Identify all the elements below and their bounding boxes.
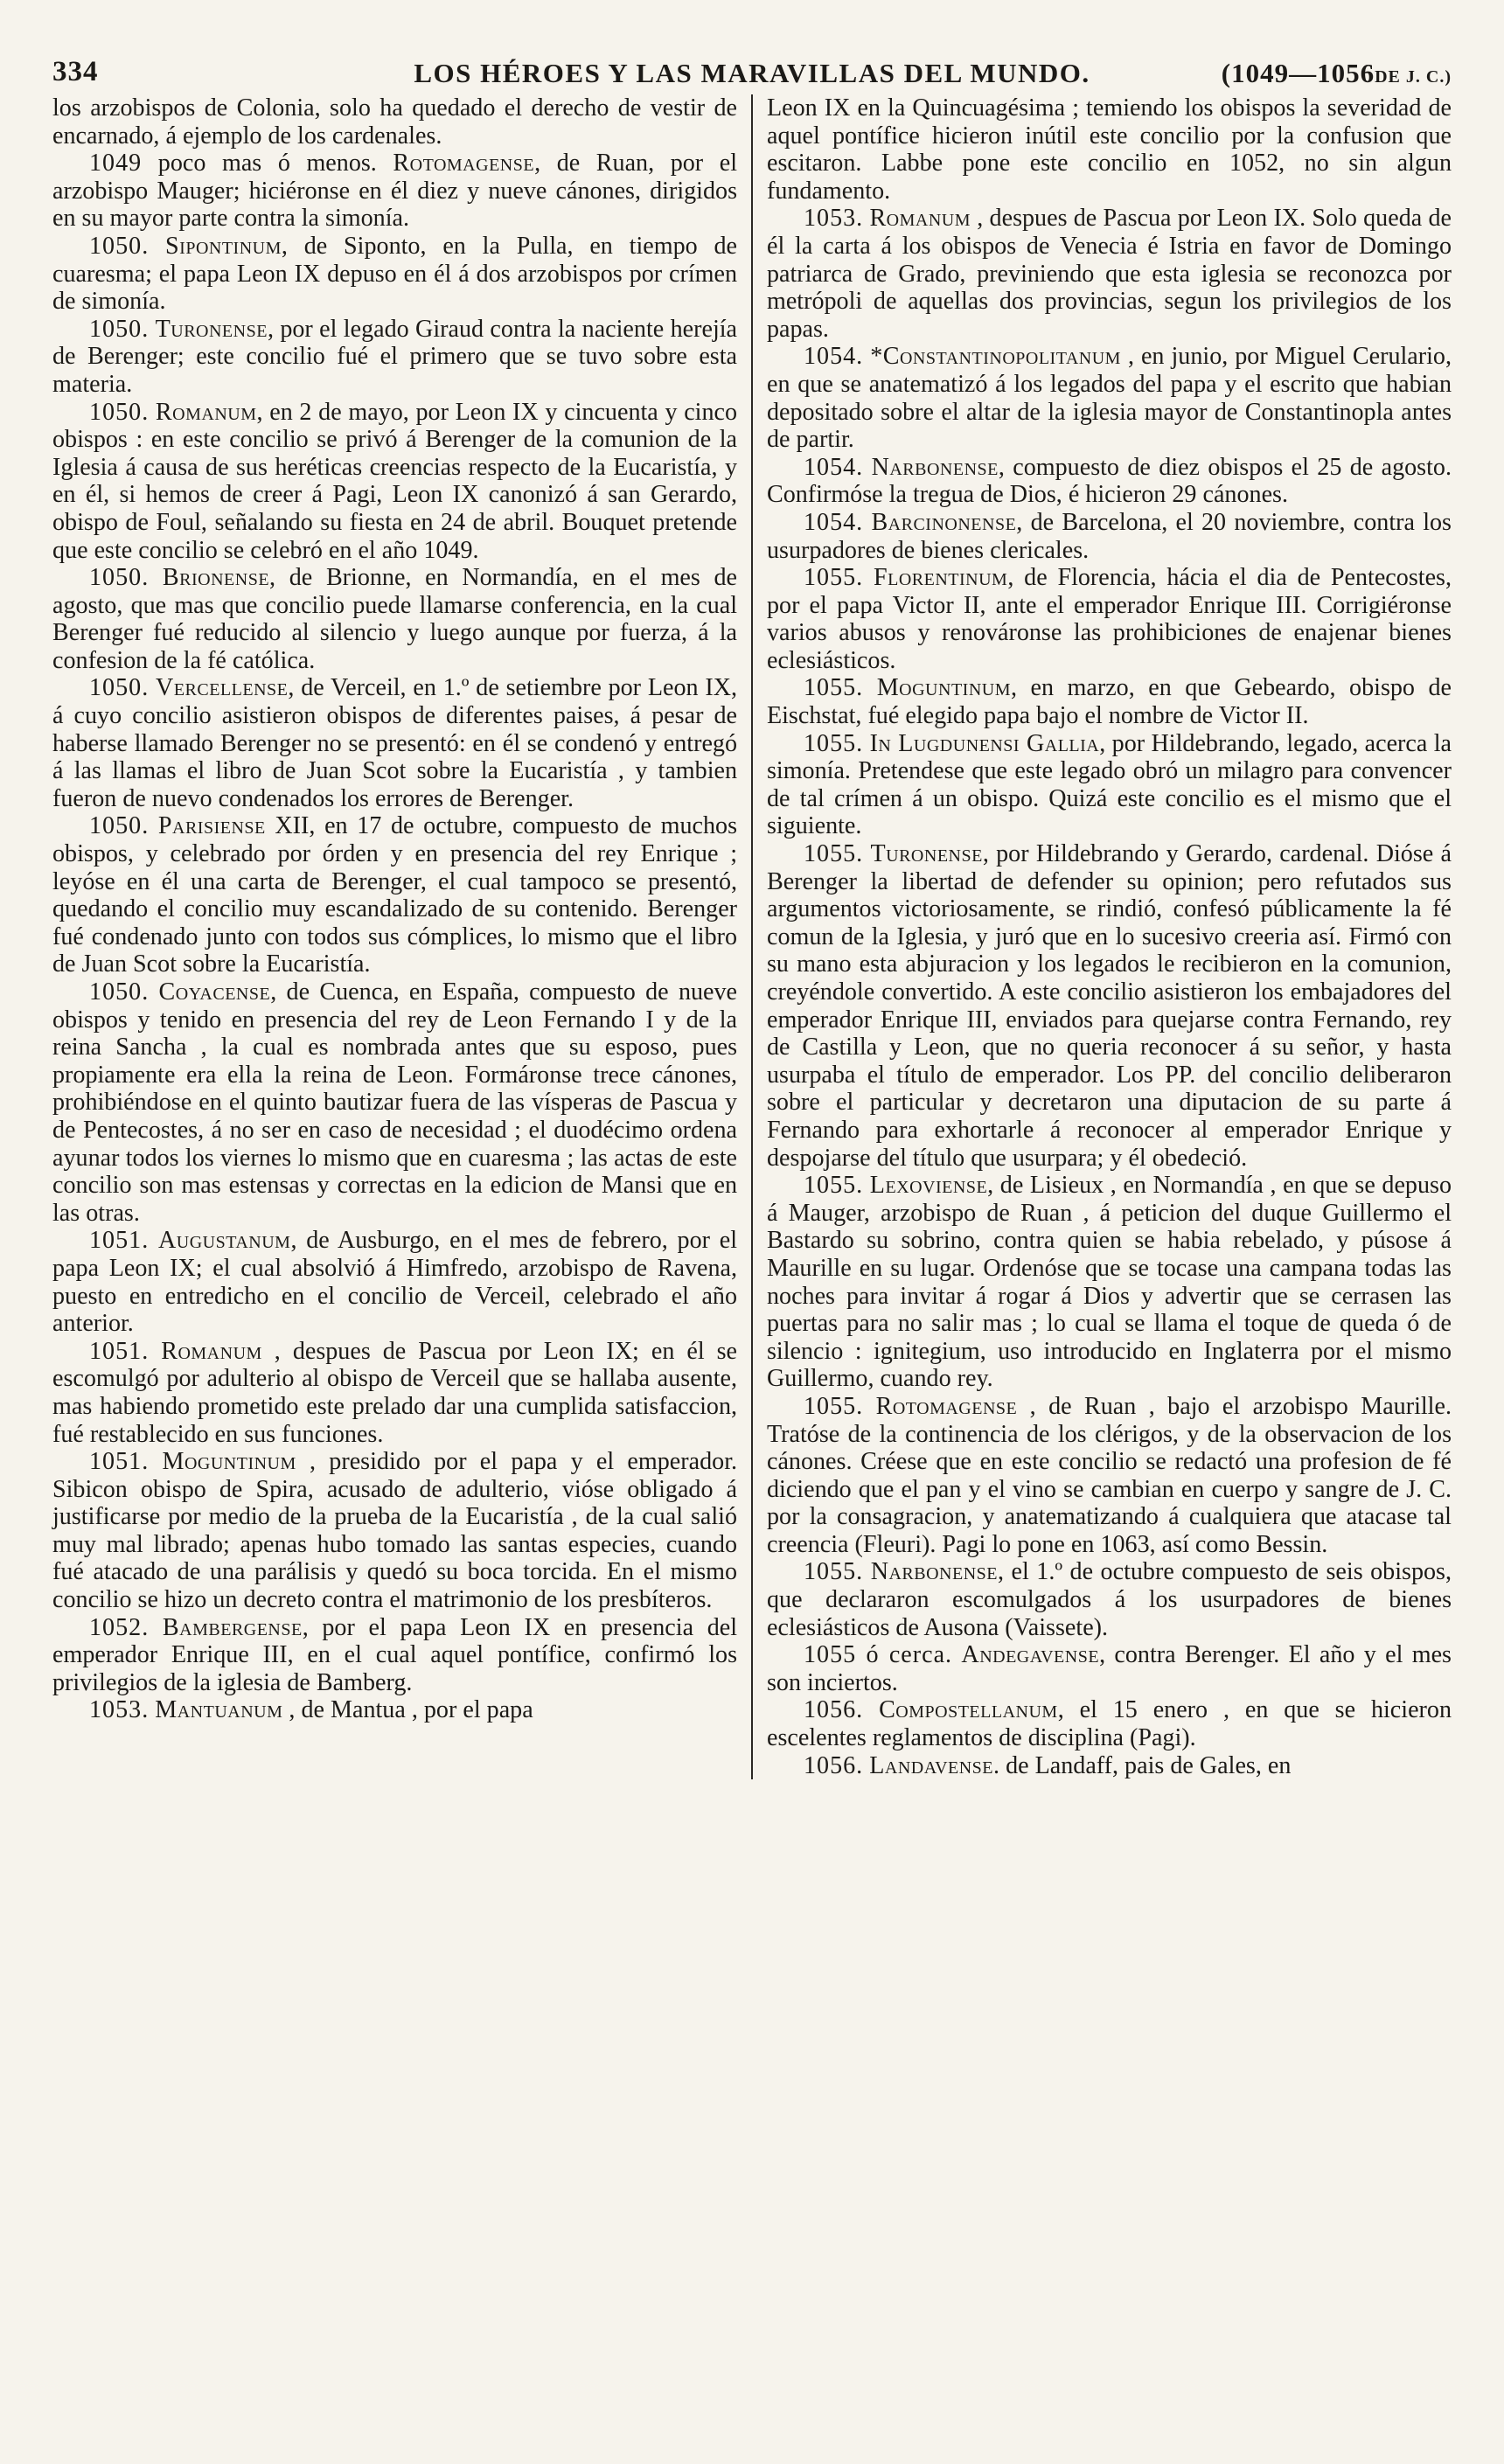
council-name: Coyacense (158, 978, 271, 1006)
council-entry (52, 94, 737, 150)
council-entry (52, 316, 737, 399)
council-entry (52, 399, 737, 565)
council-entry (767, 509, 1452, 564)
entry-year: 1055. (803, 564, 864, 592)
entry-year: 1051. (89, 1227, 150, 1255)
entry-year: 1050. (89, 812, 150, 840)
entry-text: , el 1.º de octubre compuesto de seis obispos, que declararon escomulgados á los usurpadores de bienes eclesiásticos de Ausona (Vaissete). (766, 1558, 1452, 1641)
council-entry (767, 1558, 1452, 1641)
council-name: Augustanum (157, 1227, 291, 1255)
entry-text: , de Mantua , por el papa (282, 1696, 533, 1724)
entry-text: , de Ruan, por el arzobispo Mauger; hiciéronse en él diez y nueve cánones, dirigidos en su mayor parte contra la simonía. (52, 150, 738, 233)
entry-year: 1051. (89, 1337, 150, 1365)
council-name: Rotomagense (393, 150, 535, 177)
entry-text: , de Ruan , bajo el arzobispo Maurille. Tratóse de la continencia de los clérigos, y de la observacion de los cánones. Créese que en este concilio se redactó una profesion de fé diciendo que el pan y el vino se cambian en cuerpo y sangre de J. C. por la consagracion, y anatematizando á cualquiera que atacase tal creencia (Fleuri). Pagi lo pone en 1063, así como Bessin. (766, 1392, 1452, 1558)
entry-year: 1056. (803, 1696, 864, 1724)
council-name: Rotomagense (875, 1392, 1018, 1420)
council-entry (52, 1338, 737, 1448)
entry-text: , presidido por el papa y el emperador. Sibicon obispo de Spira, acusado de adulterio, vióse obligado á justificarse por medio de la prueba de la Eucaristía , de la cual salió muy mal librado; apenas hubo tomado las santas especies, cuando fué atacado de una parálisis y quedó su boca torcida. En el mismo concilio se hizo un decreto contra el matrimonio de los presbíteros. (52, 1448, 738, 1614)
council-name: Parisiense (157, 812, 266, 840)
entry-text: , por el legado Giraud contra la naciente herejía de Berenger; este concilio fué el primero que se tuvo sobre esta materia. (52, 315, 738, 398)
council-entry (52, 812, 737, 978)
entry-text: , despues de Pascua por Leon IX; en él se escomulgó por adulterio al obispo de Verceil que se hallaba ausente, mas habiendo prometido este prelado dar una cumplida satisfaccion, fué restablecido en sus funciones. (52, 1337, 738, 1448)
entry-year: 1050. (89, 398, 150, 426)
entry-year: 1054. (803, 508, 864, 536)
entry-text: , por Hildebrando, legado, acerca la simonía. Pretendese que este legado obró un milagro para convencer de tal crímen á un obispo. Quizá este concilio es el mismo que el siguiente. (766, 729, 1452, 840)
council-entry (52, 1614, 737, 1697)
council-entry (52, 1696, 737, 1724)
entry-year: 1055. (803, 1172, 864, 1200)
council-name: Moguntinum (876, 674, 1011, 702)
council-entry (52, 674, 737, 812)
entry-text: , despues de Pascua por Leon IX. Solo queda de él la carta á los obispos de Venecia é Istria en favor de Domingo patriarca de Grado, previniendo que esta iglesia se reconozca por metrópoli de aquellas dos provincias, segun los privilegios de los papas. (766, 205, 1452, 343)
running-title: LOS HÉROES Y LAS MARAVILLAS DEL MUNDO. (414, 58, 1090, 88)
running-header (52, 51, 1452, 89)
entry-text: , en 2 de mayo, por Leon IX y cincuenta y cinco obispos : en este concilio se privó á Berenger de la comunion de la Iglesia á causa de sus heréticas creencias respecto de la Eucaristía, y en él, si hemos de creer á Pagi, Leon IX canonizó á san Gerardo, obispo de Foul, señalando su fiesta en 24 de abril. Bouquet pretende que este concilio se celebró en el año 1049. (52, 398, 738, 564)
entry-year: 1055. (803, 1392, 864, 1420)
entry-text: , de Verceil, en 1.º de setiembre por Leon IX, á cuyo concilio asistieron obispos de diferentes paises, á pesar de haberse llamado Berenger no se presentó: en él se condenó y entregó á las llamas el libro de Juan Scot sobre la Eucaristía , y tambien fueron de nuevo condenados los errores de Berenger. (52, 674, 738, 812)
entry-text: XII, en 17 de octubre, compuesto de muchos obispos, y celebrado por órden y en presencia del rey Enrique ; leyóse en él una carta de Berenger, el cual tampoco se presentó, quedando el concilio muy escandalizado de su contenido. Berenger fué condenado junto con todos sus cómplices, lo mismo que el libro de Juan Scot sobre la Eucaristía. (52, 812, 738, 978)
council-entry (767, 1752, 1452, 1780)
date-range (1222, 58, 1452, 89)
council-entry (767, 1393, 1452, 1559)
column-divider (751, 94, 753, 1779)
entry-text: , de Brionne, en Normandía, en el mes de agosto, que mas que concilio puede llamarse conferencia, en la cual Berenger fué reducido al silencio y luego aunque por fuerza, á la confesion de la fé católica. (52, 564, 738, 674)
entry-year: 1055. (803, 729, 864, 757)
council-entry (52, 233, 737, 316)
council-name: Vercellense (156, 674, 289, 702)
entry-text: , de Florencia, hácia el dia de Pentecostes, por el papa Victor II, ante el emperador Enrique III. Corrigiéronse varios abusos y renováronse las prohibiciones de enajenar bienes eclesiásticos. (766, 564, 1452, 674)
council-name: Narbonense (871, 453, 999, 481)
council-name: Bambergense (162, 1613, 303, 1641)
entry-text: , de Lisieux , en Normandía , en que se depuso á Mauger, arzobispo de Ruan , á peticion del duque Guillermo el Bastardo su sobrino, contra quien se habia rebelado, y púsose á Maurille en su lugar. Ordenóse que se tocase una campana todas las noches para invitar á rogar á Dios y advertir que se cerrasen las puertas para no salir mas ; lo cual se llama el toque de queda ó de silencio : ignitegium, uso introducido en Inglaterra por el mismo Guillermo, cuando rey. (766, 1172, 1452, 1393)
council-entry (767, 674, 1452, 729)
entry-year: 1053. (803, 205, 864, 233)
entry-year: 1053. (89, 1696, 150, 1724)
entry-year: 1050. (89, 978, 150, 1006)
council-name: Romanum (161, 1337, 262, 1365)
entry-text: . de Landaff, pais de Gales, en (993, 1751, 1292, 1779)
right-column (767, 94, 1452, 1779)
council-name: *Constantinopolitanum (870, 343, 1121, 371)
entry-year: 1055. (803, 840, 864, 868)
entry-text: , compuesto de diez obispos el 25 de agosto. Confirmóse la tregua de Dios, é hicieron 29 cánones. (766, 453, 1452, 509)
entry-text: , en junio, por Miguel Cerulario, en que se anatematizó á los legados del papa y el escrito que habian depositado sobre el altar de la iglesia mayor de Constantinopla antes de partir. (766, 343, 1452, 454)
date-range-suffix: DE J. C.) (1375, 67, 1452, 87)
council-name: In Lugdunensi Gallia (869, 729, 1100, 757)
council-name: Mantuanum (155, 1696, 283, 1724)
council-name: Andegavense (961, 1641, 1100, 1669)
entry-year: 1055. (803, 1558, 864, 1586)
council-name: Landavense (869, 1751, 994, 1779)
date-range-years: (1049—1056 (1221, 58, 1375, 88)
entry-text: , de Ausburgo, en el mes de febrero, por el papa Leon IX; el cual absolvió á Himfredo, arzobispo de Ravena, puesto en entredicho en el concilio de Verceil, celebrado el año anterior. (52, 1227, 738, 1338)
council-name: Lexoviense (869, 1172, 988, 1200)
council-entry (52, 1448, 737, 1614)
page-number: 334 (52, 56, 99, 87)
council-name: Sipontinum (165, 232, 282, 260)
left-column (52, 94, 737, 1779)
council-name: Barcinonense (871, 508, 1017, 536)
council-name: Romanum (155, 398, 257, 426)
council-entry (767, 730, 1452, 840)
council-entry (52, 978, 737, 1227)
council-name: Romanum (869, 205, 971, 233)
entry-text: poco mas ó menos. (142, 150, 393, 177)
entry-text: , el 15 enero , en que se hicieron escelentes reglamentos de disciplina (Pagi). (766, 1696, 1452, 1752)
entry-text: los arzobispos de Colonia, solo ha quedado el derecho de vestir de encarnado, á ejemplo de los cardenales. (52, 94, 738, 150)
two-column-body (52, 94, 1452, 1779)
entry-year: 1056. (803, 1751, 864, 1779)
council-entry (52, 150, 737, 233)
entry-year: 1050. (89, 674, 150, 702)
council-name: Brionense (162, 564, 270, 592)
entry-text: , contra Berenger. El año y el mes son inciertos. (766, 1641, 1452, 1696)
entry-text: , de Cuenca, en España, compuesto de nueve obispos y tenido en presencia del rey de Leon Fernando I y de la reina Sancha , la cual es nombrada antes que su esposo, pues propiamente era ella la reina de Leon. Formáronse trece cánones, prohibiéndose en el quinto bautizar fuera de las vísperas de Pascua y de Pentecostes, á no ser en caso de necesidad ; el duodécimo ordena ayunar todos los viernes lo mismo que en cuaresma ; las actas de este concilio son mas estensas y correctas en la edicion de Mansi que en las otras. (52, 978, 738, 1227)
entry-year: 1050. (89, 564, 150, 592)
entry-year: 1049 (89, 150, 143, 177)
entry-year: 1050. (89, 315, 150, 343)
entry-year: 1054. (803, 453, 864, 481)
council-name: Turonense (155, 315, 268, 343)
council-entry (767, 94, 1452, 205)
entry-year: 1055 ó cerca. (803, 1641, 953, 1669)
entry-year: 1052. (89, 1613, 150, 1641)
council-entry (767, 564, 1452, 674)
entry-text: , de Barcelona, el 20 noviembre, contra los usurpadores de bienes clericales. (766, 508, 1452, 564)
council-entry (767, 205, 1452, 343)
council-entry (767, 343, 1452, 453)
council-entry (52, 564, 737, 674)
entry-text: , de Siponto, en la Pulla, en tiempo de cuaresma; el papa Leon IX depuso en él á dos arzobispos por crímen de simonía. (52, 232, 738, 316)
council-entry (767, 454, 1452, 509)
entry-text: , en marzo, en que Gebeardo, obispo de Eischstat, fué elegido papa bajo el nombre de Victor II. (766, 674, 1452, 730)
council-entry (767, 1696, 1452, 1751)
entry-text: , por Hildebrando y Gerardo, cardenal. Dióse á Berenger la libertad de defender su opinion; pero refutados sus argumentos victoriosamente, se rindió, confesó públicamente la fé comun de la Iglesia, y juró que en lo sucesivo creeria así. Firmó con su mano esta abjuracion y los legados le recibieron en la comunion, creyéndole convertido. A este concilio asistieron los embajadores del emperador Enrique III, enviados para quejarse contra Fernando, rey de Castilla y Leon, que no queria reconocer á su señor, y hasta usurpaba el título de emperador. Los PP. del concilio deliberaron sobre el particular y decretaron una diputacion de su parte á Fernando para exhortarle á reconocer al emperador Enrique y despojarse del título que usurpara; y él obedeció. (766, 840, 1452, 1172)
entry-text: Leon IX en la Quincuagésima ; temiendo los obispos la severidad de aquel pontífice hicieron inútil este concilio por la confusion que escitaron. Labbe pone este concilio en 1052, no sin algun fundamento. (766, 94, 1452, 205)
council-entry (767, 1641, 1452, 1696)
entry-year: 1054. (803, 343, 864, 371)
council-entry (767, 1172, 1452, 1393)
council-name: Compostellanum (879, 1696, 1058, 1724)
council-name: Florentinum (873, 564, 1008, 592)
entry-year: 1050. (89, 232, 150, 260)
council-entry (767, 840, 1452, 1172)
council-name: Moguntinum (162, 1448, 296, 1476)
council-name: Narbonense (870, 1558, 998, 1586)
council-entry (52, 1227, 737, 1337)
entry-year: 1051. (89, 1448, 150, 1476)
entry-year: 1055. (803, 674, 864, 702)
entry-text: , por el papa Leon IX en presencia del emperador Enrique III, en el cual aquel pontífice, confirmó los privilegios de la iglesia de Bamberg. (52, 1613, 738, 1696)
council-name: Turonense (870, 840, 983, 868)
